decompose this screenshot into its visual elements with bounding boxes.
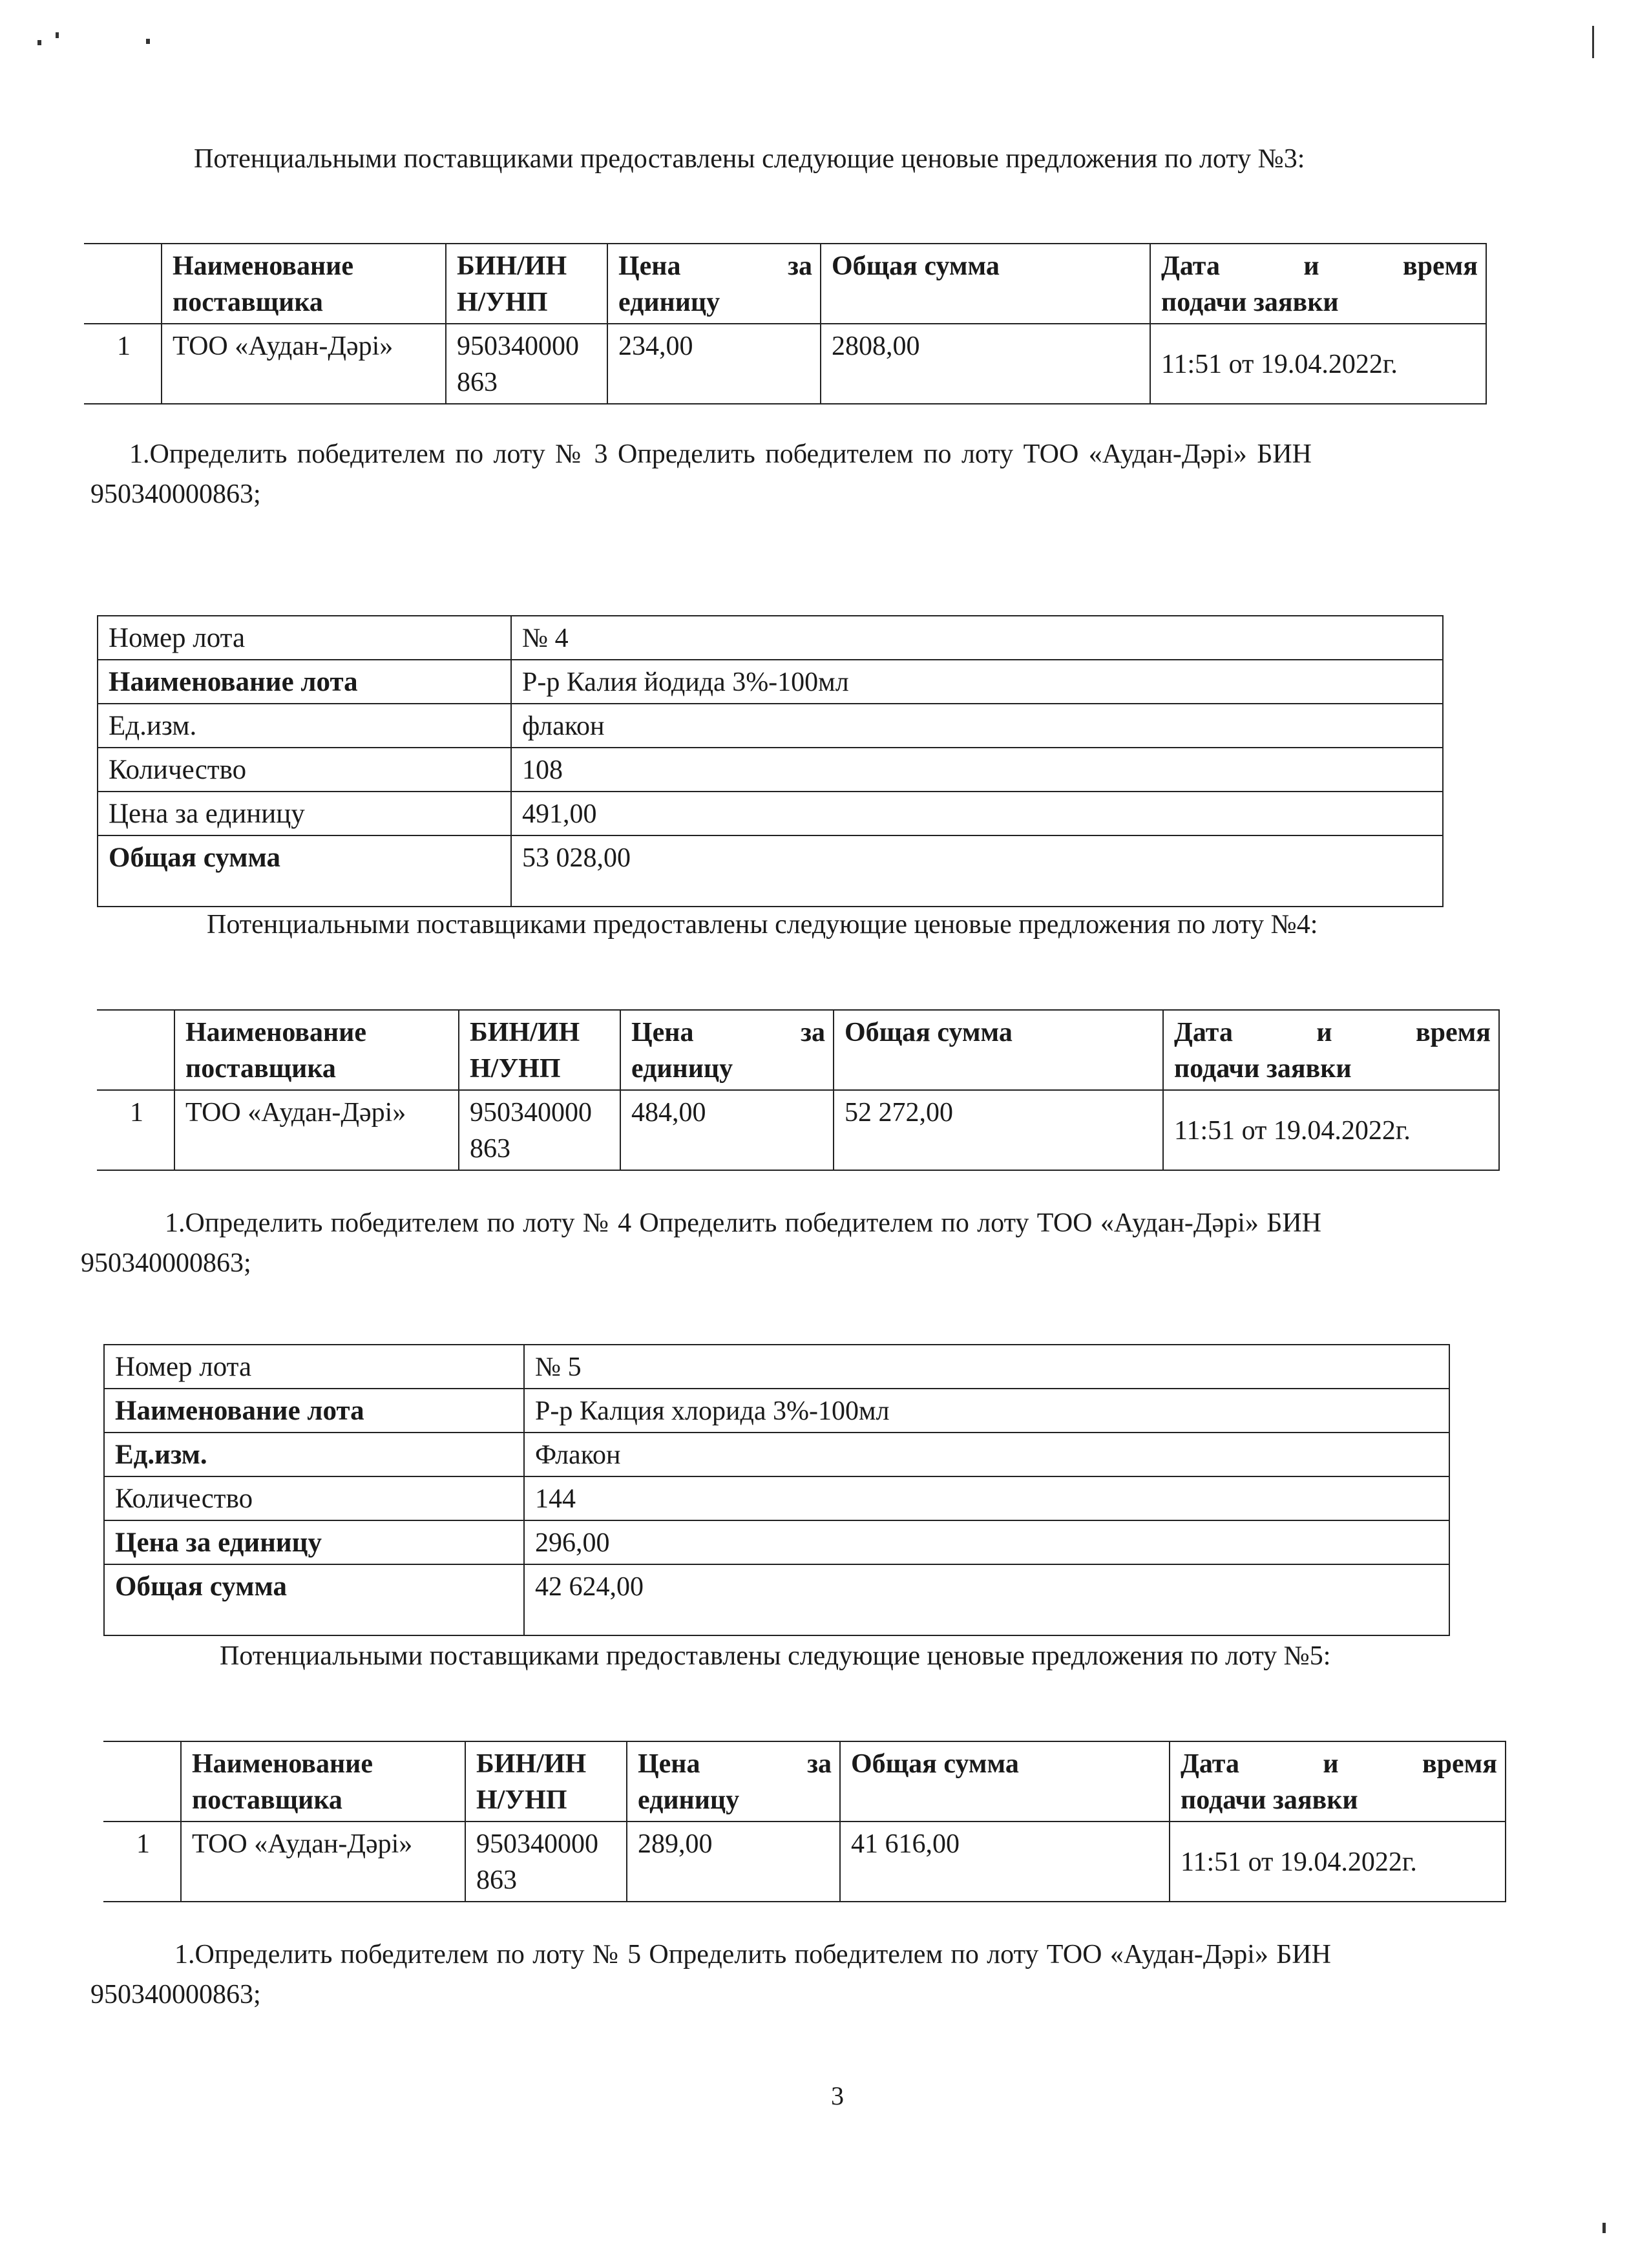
- lot-row-price: [104, 1520, 1449, 1564]
- col-price-header: Цена за единицу: [607, 244, 821, 324]
- offers-table-lot-4: [97, 1009, 1500, 1171]
- cell-total: 2808,00: [821, 324, 1150, 404]
- offers-table-lot-3: [84, 243, 1487, 404]
- table-row: [84, 324, 1486, 404]
- lot-row-name: [104, 1389, 1449, 1433]
- value-lot-number: № 5: [524, 1345, 1449, 1389]
- lot-row-name: [98, 660, 1443, 704]
- col-date-header: Дата и время подачи заявки: [1150, 244, 1486, 324]
- offers-intro-lot-4: Потенциальными поставщиками предоставлены следующие ценовые предложения по лоту №4:: [207, 910, 1318, 940]
- cell-total: 41 616,00: [840, 1822, 1170, 1902]
- value-price: 296,00: [524, 1520, 1449, 1564]
- col-supplier-header: Наименование поставщика: [181, 1741, 465, 1822]
- cell-supplier: ТОО «Аудан-Дәрі»: [174, 1090, 459, 1170]
- cell-bin: 950340000 863: [446, 324, 607, 404]
- col-bin-header: БИН/ИН Н/УНП: [459, 1010, 620, 1090]
- decision-lot-5: 1.Определить победителем по лоту № 5 Определить победителем по лоту ТОО «Аудан-Дәрі» БИН 950340000863;: [90, 1940, 1331, 2010]
- value-unit: Флакон: [524, 1433, 1449, 1476]
- col-no-header: [84, 244, 162, 324]
- lot-row-total: [104, 1564, 1449, 1635]
- cell-bin: 950340000 863: [459, 1090, 620, 1170]
- col-no-header: [103, 1741, 181, 1822]
- lot-row-qty: [98, 748, 1443, 792]
- col-no-header: [97, 1010, 174, 1090]
- lot-row-qty: [104, 1476, 1449, 1520]
- cell-no: 1: [84, 324, 162, 404]
- col-total-header: Общая сумма: [821, 244, 1150, 324]
- cell-supplier: ТОО «Аудан-Дәрі»: [162, 324, 446, 404]
- col-total-header: Общая сумма: [840, 1741, 1170, 1822]
- col-price-header: Цена за единицу: [620, 1010, 834, 1090]
- lot-row-number: [104, 1345, 1449, 1389]
- value-price: 491,00: [511, 792, 1443, 835]
- decision-lot-3: 1.Определить победителем по лоту № 3 Определить победителем по лоту ТОО «Аудан-Дәрі» БИН 950340000863;: [90, 439, 1312, 509]
- label-price: Цена за единицу: [98, 792, 511, 835]
- offers-header-row: [97, 1010, 1499, 1090]
- col-bin-header: БИН/ИН Н/УНП: [465, 1741, 627, 1822]
- scan-speck: [1592, 26, 1594, 58]
- col-date-header: Дата и время подачи заявки: [1163, 1010, 1499, 1090]
- cell-total: 52 272,00: [834, 1090, 1163, 1170]
- cell-no: 1: [97, 1090, 174, 1170]
- lot-row-total: [98, 835, 1443, 907]
- col-supplier-header: Наименование поставщика: [174, 1010, 459, 1090]
- value-total: 53 028,00: [511, 835, 1443, 907]
- scan-speck: [56, 32, 59, 38]
- offers-header-row: [84, 244, 1486, 324]
- label-unit: Ед.изм.: [104, 1433, 524, 1476]
- scan-speck: [146, 39, 150, 44]
- label-lot-number: Номер лота: [104, 1345, 524, 1389]
- offers-intro-lot-3: Потенциальными поставщиками предоставлены следующие ценовые предложения по лоту №3:: [194, 144, 1305, 174]
- col-price-header: Цена за единицу: [627, 1741, 840, 1822]
- lot-table-5: [103, 1344, 1450, 1636]
- offers-intro-lot-5: Потенциальными поставщиками предоставлены следующие ценовые предложения по лоту №5:: [220, 1641, 1331, 1671]
- cell-no: 1: [103, 1822, 181, 1902]
- cell-date: 11:51 от 19.04.2022г.: [1150, 324, 1486, 404]
- offers-header-row: [103, 1741, 1506, 1822]
- scan-speck: [37, 40, 41, 45]
- value-unit: флакон: [511, 704, 1443, 748]
- label-lot-number: Номер лота: [98, 616, 511, 660]
- cell-bin: 950340000 863: [465, 1822, 627, 1902]
- col-supplier-header: Наименование поставщика: [162, 244, 446, 324]
- label-lot-name: Наименование лота: [104, 1389, 524, 1433]
- label-total: Общая сумма: [104, 1564, 524, 1635]
- cell-price: 234,00: [607, 324, 821, 404]
- label-qty: Количество: [98, 748, 511, 792]
- value-total: 42 624,00: [524, 1564, 1449, 1635]
- value-lot-number: № 4: [511, 616, 1443, 660]
- cell-price: 484,00: [620, 1090, 834, 1170]
- col-bin-header: БИН/ИН Н/УНП: [446, 244, 607, 324]
- label-lot-name: Наименование лота: [98, 660, 511, 704]
- col-total-header: Общая сумма: [834, 1010, 1163, 1090]
- value-lot-name: Р-р Калия йодида 3%-100мл: [511, 660, 1443, 704]
- lot-row-unit: [98, 704, 1443, 748]
- lot-row-number: [98, 616, 1443, 660]
- page-number: 3: [831, 2081, 844, 2110]
- label-unit: Ед.изм.: [98, 704, 511, 748]
- col-date-header: Дата и время подачи заявки: [1170, 1741, 1506, 1822]
- scan-speck: [1602, 2223, 1606, 2233]
- cell-supplier: ТОО «Аудан-Дәрі»: [181, 1822, 465, 1902]
- label-total: Общая сумма: [98, 835, 511, 907]
- offers-table-lot-5: [103, 1741, 1506, 1902]
- table-row: [97, 1090, 1499, 1170]
- cell-date: 11:51 от 19.04.2022г.: [1163, 1090, 1499, 1170]
- cell-price: 289,00: [627, 1822, 840, 1902]
- value-lot-name: Р-р Калция хлорида 3%-100мл: [524, 1389, 1449, 1433]
- label-price: Цена за единицу: [104, 1520, 524, 1564]
- lot-row-unit: [104, 1433, 1449, 1476]
- lot-row-price: [98, 792, 1443, 835]
- cell-date: 11:51 от 19.04.2022г.: [1170, 1822, 1506, 1902]
- table-row: [103, 1822, 1506, 1902]
- value-qty: 144: [524, 1476, 1449, 1520]
- value-qty: 108: [511, 748, 1443, 792]
- label-qty: Количество: [104, 1476, 524, 1520]
- decision-lot-4: 1.Определить победителем по лоту № 4 Определить победителем по лоту ТОО «Аудан-Дәрі» БИН 950340000863;: [81, 1208, 1321, 1278]
- lot-table-4: [97, 615, 1444, 907]
